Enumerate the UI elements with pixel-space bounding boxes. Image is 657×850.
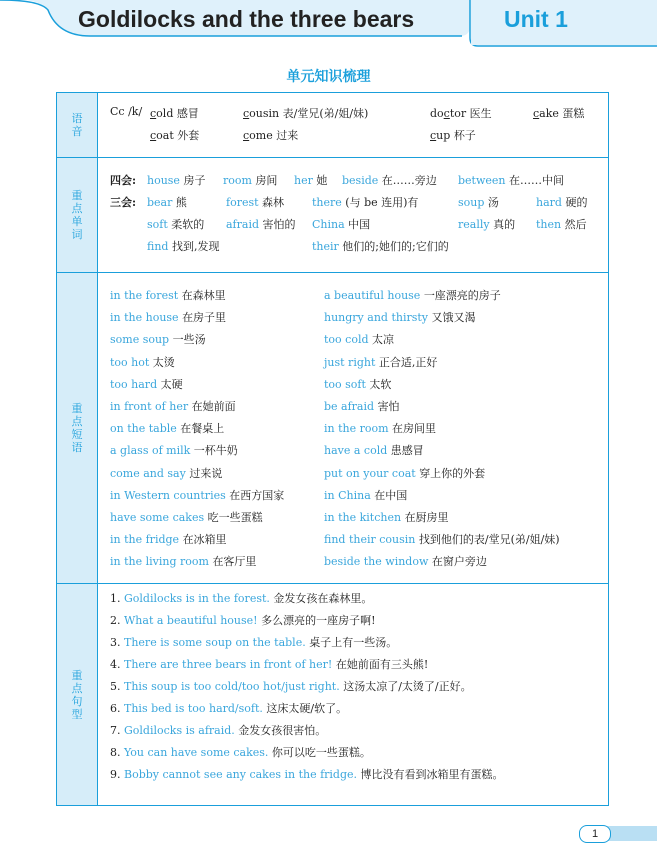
sentence-cn: 桌子上有一些汤。 — [309, 636, 398, 649]
word-item — [226, 216, 296, 232]
phrase-item — [324, 463, 560, 485]
word-en: room — [223, 174, 252, 187]
phonics-meaning: 过来 — [276, 129, 299, 142]
phrase-item — [324, 440, 560, 462]
word-en: bear — [147, 196, 173, 209]
phrase-en: put on your coat — [324, 466, 416, 480]
label-phrases: 重 点 短 语 — [57, 273, 98, 584]
word-item — [147, 238, 219, 254]
phrase-en: in the living room — [110, 555, 209, 569]
three-skill-label: 三会: — [110, 196, 137, 209]
phrase-cn: 在窗户旁边 — [431, 555, 487, 569]
sentence-number: 4. — [110, 658, 121, 671]
phrase-item — [110, 440, 284, 462]
phrase-cn: 一杯牛奶 — [193, 444, 238, 458]
phrase-en: in China — [324, 488, 371, 502]
phrase-cn: 在森林里 — [181, 289, 226, 302]
phrase-cn: 在客厅里 — [212, 555, 257, 569]
sentence-number: 2. — [110, 614, 121, 627]
word-en: beside — [342, 174, 379, 187]
phrase-item — [324, 507, 560, 529]
phrase-cn: 一些汤 — [172, 333, 206, 347]
word-item — [294, 172, 327, 188]
phrase-en: a glass of milk — [110, 444, 191, 458]
phrase-item — [324, 352, 560, 374]
phrase-en: too cold — [324, 333, 369, 347]
phrase-item — [110, 396, 284, 418]
phrase-cn: 在中国 — [374, 488, 408, 502]
sentence-en: There are three bears in front of her! — [124, 658, 333, 671]
sentence-en: This bed is too hard/soft. — [124, 702, 263, 715]
phrase-cn: 太烫 — [152, 355, 175, 369]
sentence-item — [110, 676, 608, 698]
phonics-word-post: oat — [156, 129, 174, 142]
sentence-cn: 金发女孩在森林里。 — [273, 592, 373, 605]
word-cn: 熊 — [175, 196, 187, 209]
phrase-en: beside the window — [324, 555, 429, 569]
phrase-cn: 太凉 — [372, 333, 395, 347]
sentence-en: Bobby cannot see any cakes in the fridge. — [124, 768, 358, 781]
sentence-number: 5. — [110, 680, 121, 693]
phrase-item — [324, 396, 560, 418]
phrase-cn: 患感冒 — [390, 444, 424, 458]
phrase-item — [324, 551, 560, 573]
word-en: afraid — [226, 218, 260, 231]
phrase-en: come and say — [110, 466, 186, 480]
word-item — [312, 194, 418, 210]
phrase-en: be afraid — [324, 399, 375, 413]
phonics-word — [150, 105, 199, 121]
word-en: their — [312, 240, 339, 253]
word-cn: 柔软的 — [171, 218, 205, 231]
word-item — [147, 216, 204, 232]
phonics-word — [430, 105, 492, 121]
word-cn: 在……旁边 — [381, 174, 437, 187]
word-item — [458, 172, 564, 188]
phonics-meaning: 表/堂兄(弟/姐/妹) — [282, 107, 369, 120]
phrase-item — [110, 418, 284, 440]
phrase-item — [110, 352, 284, 374]
phrase-item — [110, 329, 284, 351]
phrase-en: in front of her — [110, 399, 189, 413]
word-cn: 房间 — [255, 174, 278, 187]
word-en: her — [294, 174, 313, 187]
sentence-item — [110, 698, 608, 720]
sentence-en: Goldilocks is afraid. — [124, 724, 235, 737]
phonics-word-post: ome — [249, 129, 273, 142]
sentence-cn: 博比没有看到冰箱里有蛋糕。 — [360, 768, 504, 781]
sentence-en: You can have some cakes. — [124, 746, 269, 759]
sentence-number: 3. — [110, 636, 121, 649]
phrase-cn: 穿上你的外套 — [419, 466, 486, 480]
word-cn: 森林 — [262, 196, 285, 209]
word-en: really — [458, 218, 490, 231]
unit-title: Goldilocks and the three bears — [78, 6, 415, 32]
phrase-item — [110, 374, 284, 396]
phrase-item — [110, 529, 284, 551]
phrase-en: in the forest — [110, 289, 179, 302]
phrase-item — [324, 329, 560, 351]
phrase-en: a beautiful house — [324, 289, 421, 302]
phonics-word-post: old — [156, 107, 174, 120]
phrase-cn: 一座漂亮的房子 — [423, 289, 501, 302]
phonics-word-post: ousin — [249, 107, 280, 120]
phrase-en: in the kitchen — [324, 510, 402, 524]
phonics-letter: c — [243, 107, 250, 120]
phonics-content — [98, 93, 609, 158]
phrase-cn: 在房子里 — [182, 311, 227, 325]
word-en: then — [536, 218, 562, 231]
word-cn: 房子 — [183, 174, 206, 187]
label-sentences: 重 点 句 型 — [57, 584, 98, 806]
phonics-word — [150, 127, 199, 143]
word-en: house — [147, 174, 180, 187]
phrase-cn: 找到他们的表/堂兄(弟/姐/妹) — [418, 533, 560, 547]
phrase-en: hungry and thirsty — [324, 311, 429, 325]
phonics-meaning: 外套 — [177, 129, 200, 142]
phrase-item — [324, 374, 560, 396]
word-cn: 害怕的 — [262, 218, 296, 231]
word-en: soft — [147, 218, 168, 231]
word-en: soup — [458, 196, 485, 209]
label-words: 重 点 单 词 — [57, 158, 98, 273]
phrase-item — [110, 507, 284, 529]
phrase-en: in the fridge — [110, 533, 180, 547]
knowledge-table — [56, 92, 609, 806]
word-cn: 在……中间 — [509, 174, 564, 187]
phrase-en: in Western countries — [110, 488, 226, 502]
word-cn: 然后 — [564, 218, 587, 231]
sentence-cn: 多么漂亮的一座房子啊! — [261, 614, 376, 627]
phonics-meaning: 医生 — [469, 107, 492, 120]
phonics-letter: c — [443, 107, 450, 120]
phonics-letter: c — [150, 107, 157, 120]
phrase-cn: 在她前面 — [191, 399, 236, 413]
word-item — [458, 216, 515, 232]
phrase-item — [110, 485, 284, 507]
section-title: 单元知识梳理 — [286, 69, 371, 85]
word-item — [226, 194, 284, 210]
phonics-word-post: tor — [449, 107, 467, 120]
words-content — [98, 158, 609, 273]
phonics-meaning: 蛋糕 — [562, 107, 585, 120]
word-item — [342, 172, 437, 188]
phrase-cn: 又饿又渴 — [431, 311, 476, 325]
phrase-cn: 在厨房里 — [404, 510, 449, 524]
phonics-letter: c — [243, 129, 250, 142]
phonics-word — [430, 127, 476, 143]
phrase-cn: 害怕 — [377, 399, 400, 413]
sentence-en: There is some soup on the table. — [124, 636, 306, 649]
phrase-en: too hot — [110, 355, 150, 369]
unit-number: Unit 1 — [504, 6, 568, 32]
phonics-meaning: 感冒 — [176, 107, 199, 120]
page-header — [0, 0, 657, 48]
word-item — [458, 194, 499, 210]
word-cn: 中国 — [348, 218, 371, 231]
word-item — [312, 238, 449, 254]
word-cn: 他们的;她们的;它们的 — [342, 240, 449, 253]
sentence-cn: 金发女孩很害怕。 — [238, 724, 327, 737]
phrases-left-column — [110, 285, 284, 573]
phonics-letter: c — [430, 129, 437, 142]
sentence-item — [110, 654, 608, 676]
word-en: there — [312, 196, 342, 209]
phonics-word-post: up — [436, 129, 451, 142]
phrase-en: on the table — [110, 422, 177, 436]
phrase-cn: 在冰箱里 — [182, 533, 227, 547]
sentence-en: This soup is too cold/too hot/just right. — [124, 680, 340, 693]
sentence-number: 6. — [110, 702, 121, 715]
phonics-meaning: 杯子 — [453, 129, 476, 142]
sentence-cn: 你可以吃一些蛋糕。 — [271, 746, 371, 759]
word-cn: (与 be 连用)有 — [345, 196, 419, 209]
phrases-content — [98, 273, 609, 584]
phrase-cn: 在餐桌上 — [180, 422, 225, 436]
phrase-en: some soup — [110, 333, 170, 347]
word-en: forest — [226, 196, 259, 209]
phrase-item — [324, 418, 560, 440]
word-item — [223, 172, 277, 188]
phrase-item — [324, 529, 560, 551]
phrase-item — [110, 285, 284, 307]
word-cn: 真的 — [493, 218, 516, 231]
sentence-en: Goldilocks is in the forest. — [124, 592, 270, 605]
sentence-number: 8. — [110, 746, 121, 759]
phonics-word — [533, 105, 584, 121]
phrase-cn: 过来说 — [189, 466, 223, 480]
word-item — [536, 194, 587, 210]
phrase-en: find their cousin — [324, 533, 416, 547]
sentence-item — [110, 632, 608, 654]
phrase-item — [324, 285, 560, 307]
phrase-cn: 在西方国家 — [229, 488, 285, 502]
page-number: 1 — [579, 825, 611, 843]
phonics-word-pre: do — [430, 107, 444, 120]
word-item — [312, 216, 370, 232]
phonics-word-post: ake — [539, 107, 559, 120]
phrase-cn: 太硬 — [160, 377, 183, 391]
phrase-en: in the room — [324, 422, 389, 436]
word-en: hard — [536, 196, 562, 209]
sentence-item — [110, 764, 608, 786]
sentence-item — [110, 610, 608, 632]
phrase-item — [110, 463, 284, 485]
word-en: China — [312, 218, 345, 231]
sentences-content — [98, 584, 609, 806]
sentence-item — [110, 742, 608, 764]
phrase-item — [110, 307, 284, 329]
phrase-en: have a cold — [324, 444, 388, 458]
phonics-letter: c — [533, 107, 540, 120]
four-skill-label: 四会: — [110, 174, 137, 187]
phrase-en: have some cakes — [110, 510, 205, 524]
phrase-cn: 太软 — [369, 377, 392, 391]
phonics-letter: c — [150, 129, 157, 142]
phrase-item — [324, 485, 560, 507]
sentence-item — [110, 588, 608, 610]
word-en: between — [458, 174, 506, 187]
phrase-en: too hard — [110, 377, 158, 391]
phrases-right-column — [324, 285, 560, 573]
word-cn: 找到,发现 — [171, 240, 220, 253]
phrase-cn: 正合适,正好 — [378, 355, 438, 369]
sentence-cn: 这汤太凉了/太烫了/正好。 — [343, 680, 472, 693]
phonics-word — [243, 127, 298, 143]
sentence-item — [110, 720, 608, 742]
word-item — [147, 194, 187, 210]
sentence-cn: 这床太硬/软了。 — [266, 702, 348, 715]
word-cn: 汤 — [487, 196, 499, 209]
phrase-item — [110, 551, 284, 573]
word-cn: 硬的 — [565, 196, 588, 209]
word-item — [536, 216, 587, 232]
phonics-prefix: Cc /k/ — [110, 105, 143, 118]
phrase-en: just right — [324, 355, 376, 369]
sentence-number: 7. — [110, 724, 121, 737]
sentence-cn: 在她前面有三头熊! — [335, 658, 429, 671]
label-phonics: 语 音 — [57, 93, 98, 158]
sentence-en: What a beautiful house! — [124, 614, 258, 627]
phrase-en: too soft — [324, 377, 366, 391]
sentence-number: 1. — [110, 592, 121, 605]
word-cn: 她 — [316, 174, 328, 187]
phrase-item — [324, 307, 560, 329]
phrase-cn: 吃一些蛋糕 — [207, 510, 263, 524]
sentence-number: 9. — [110, 768, 121, 781]
word-item — [147, 172, 205, 188]
phrase-en: in the house — [110, 311, 179, 325]
phonics-word — [243, 105, 368, 121]
word-en: find — [147, 240, 169, 253]
phrase-cn: 在房间里 — [392, 422, 437, 436]
